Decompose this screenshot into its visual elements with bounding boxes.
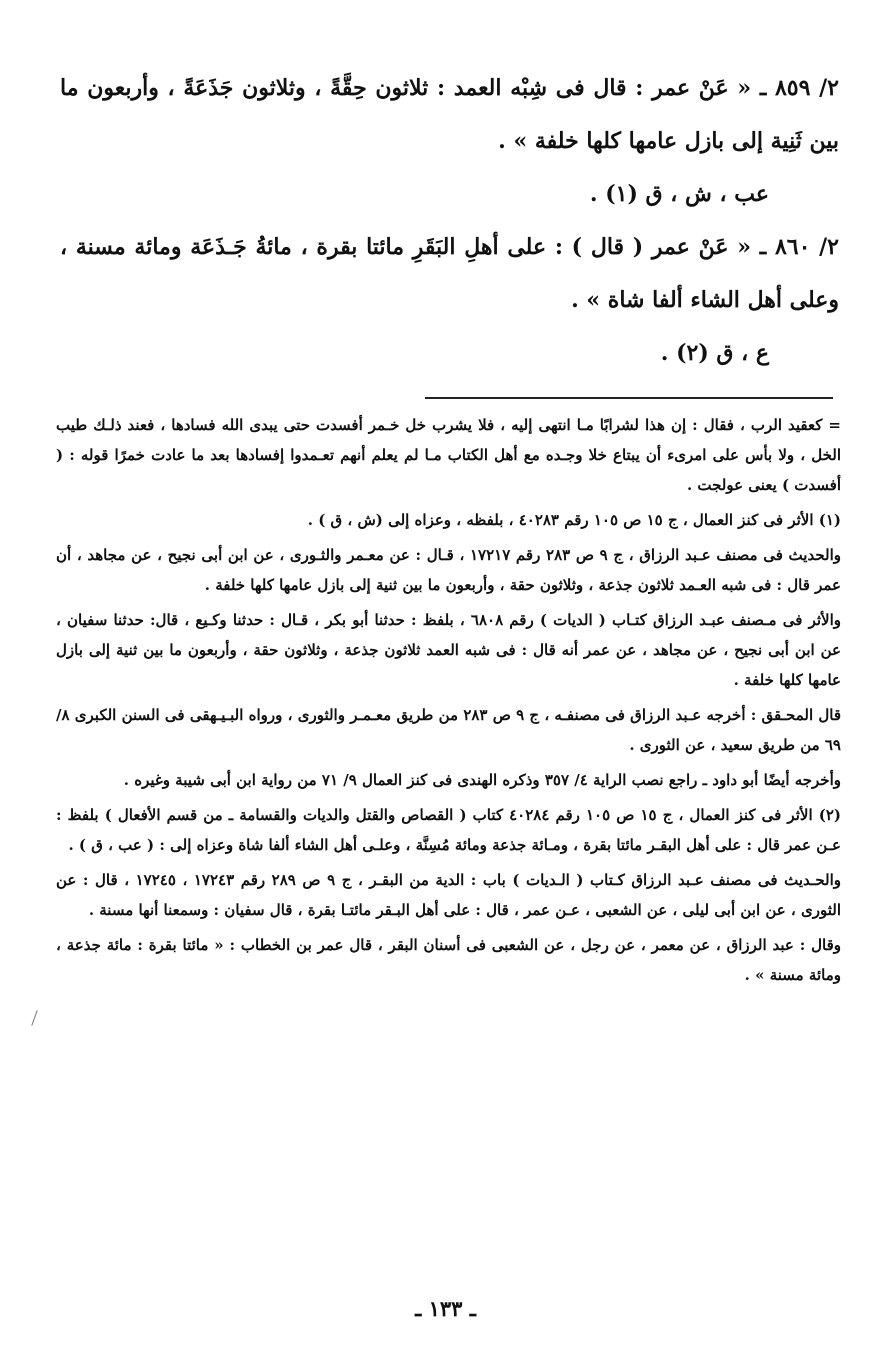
page-number: ـ ١٣٣ ـ bbox=[415, 1296, 476, 1321]
athar-859-sources: عب ، ش ، ق (١) . bbox=[589, 181, 769, 207]
athar-860-text: ٢/ ٨٦٠ ـ « عَنْ عمر ( قال ) : على أهلِ البَقَرِ مائتا بقرة ، مائةُ جَـذَعَة ومائة مسنة ، وعلى أهل الشاء ألفا شاة » . bbox=[60, 234, 839, 313]
footnote-1-abu-dawud: وأخرجه أيضًا أبو داود ـ راجع نصب الراية ٤/ ٣٥٧ وذكره الهندى فى كنز العمال ٩/ ٧١ من رواية ابن أبى شيبة وغيره . bbox=[123, 771, 841, 789]
athar-860-sources: ع ، ق (٢) . bbox=[660, 340, 769, 366]
footnotes bbox=[56, 410, 841, 990]
footnote-2-hadith-abdulrazzaq: والحـديث فى مصنف عـبد الرزاق كـتاب ( الـديات ) باب : الدية من البقـر ، ج ٩ ص ٢٨٩ رقم ١٧٢٤٣ ، ١٧٢٤٥ ، قال : عن الثورى ، عن ابن أبى ليلى ، عن الشعبى ، عـن عمر ، قال : على أهل البـقر مائتـا بقرة ، قال سفيان : وسمعنا أنها مسنة . bbox=[56, 871, 841, 919]
athar-859-text: ٢/ ٨٥٩ ـ « عَنْ عمر : قال فى شِبْه العمد : ثلاثون حِقَّةً ، وثلاثون جَذَعَةً ، وأربعون ما بين ثَنِية إلى بازل عامها كلها خلفة » . bbox=[60, 75, 839, 154]
footnote-2: (٢) الأثر فى كنز العمال ، ج ١٥ ص ١٠٥ رقم ٤٠٢٨٤ كتاب ( القصاص والقتل والديات والقسامة ـ من قسم الأفعال ) بلفظ : عـن عمر قال : على أهل البقـر مائتا بقرة ، ومـائة جذعة ومائة مُسِنَّة ، وعلـى أهل الشاء ألفا شاة وعزاه إلى : ( عب ، ق ) . bbox=[56, 806, 841, 854]
footnote-1-athar-musannaf: والأثر فى مـصنف عبـد الرزاق كتـاب ( الديات ) رقم ٦٨٠٨ ، بلفظ : حدثنا أبو بكر ، قـال : حدثنا وكـيع ، قال: حدثنا سفيان ، عن ابن أبى نجيح ، عن مجاهد ، عن عمر أنه قال : فى شبه العمد ثلاثون جذعة ، وثلاثون حقة ، وأربعون ما بين ثنية إلى بازل عامها كلها خلفة . bbox=[56, 611, 842, 689]
footnote-1-muhaqqiq: قال المحـقق : أخرجه عـبد الرزاق فى مصنفـه ، ج ٩ ص ٢٨٣ من طريق معـمـر والثورى ، ورواه البـيـهقى فى السنن الكبرى ٨/ ٦٩ من طريق سعيد ، عن الثورى . bbox=[56, 706, 841, 754]
footnote-1-hadith-abdulrazzaq: والحديث فى مصنف عـبد الرزاق ، ج ٩ ص ٢٨٣ رقم ١٧٢١٧ ، قـال : عن معـمر والثـورى ، عن ابن أبى نجيح ، عن مجاهد ، أن عمر قال : فى شبه العـمد ثلاثون جذعة ، وثلاثون حقة ، وأربعون ما بين ثنية إلى بازل عامها كلها خلفة . bbox=[56, 546, 841, 594]
footnote-2-abdulrazzaq-mamar: وقال : عبد الرزاق ، عن معمر ، عن رجل ، عن الشعبى فى أسنان البقر ، قال عمر بن الخطاب : « مائتا بقرة : مائة جذعة ، ومائة مسنة » . bbox=[56, 936, 841, 984]
main-text bbox=[60, 62, 839, 380]
footnote-divider bbox=[425, 397, 833, 399]
footnote-1: (١) الأثر فى كنز العمال ، ج ١٥ ص ١٠٥ رقم ٤٠٢٨٣ ، بلفظه ، وعزاه إلى (ش ، ق ) . bbox=[307, 511, 841, 529]
footnote-continuation: = كعقيد الرب ، فقال : إن هذا لشرابًا مـا انتهى إليه ، فلا يشرب خل خـمر أفسدت حتى يبدى الله فسادها ، فعند ذلـك طيب الخل ، ولا بأس على امرىء أن يبتاع خلا وجـده مع أهل الكتاب مـا لم يعلم أنهم تعـمدوا إفسادها بعد ما عادت خمرًا قوله : ( أفسدت ) يعنى عولجت . bbox=[56, 416, 841, 494]
margin-pencil-mark bbox=[31, 1010, 37, 1025]
